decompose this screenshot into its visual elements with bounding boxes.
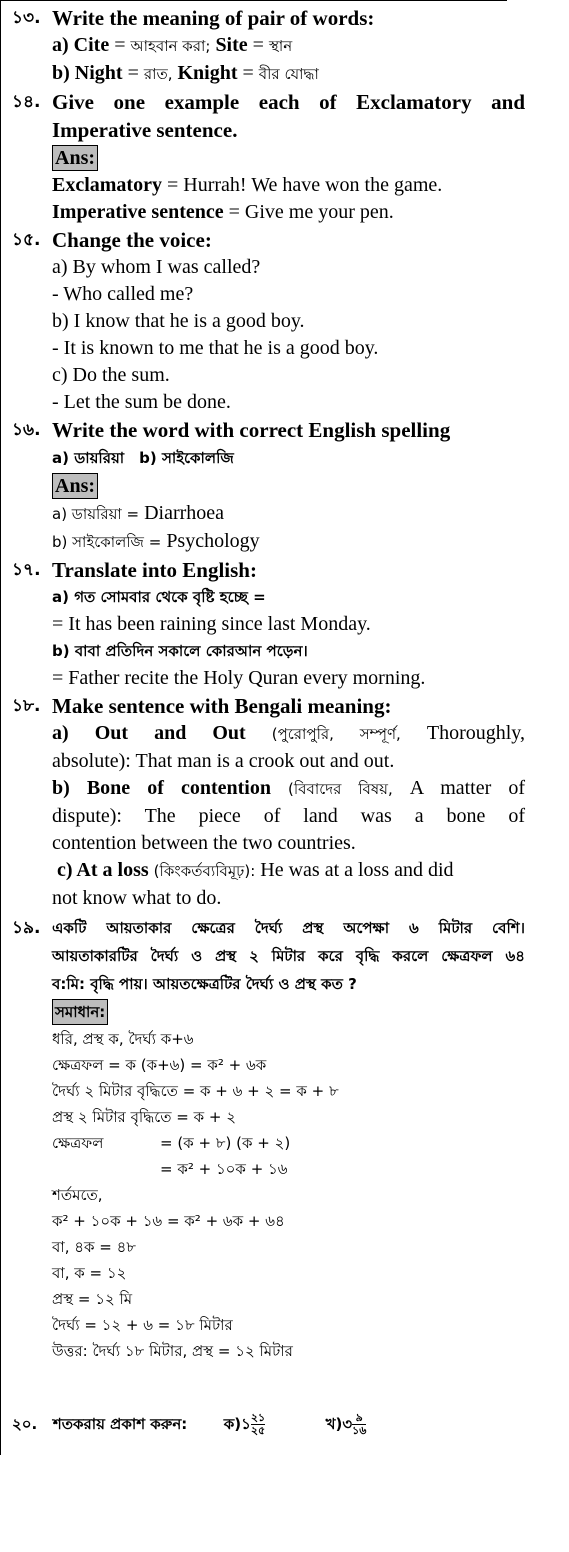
question-title-cont: ব:মি: বৃদ্ধি পায়। আয়তক্ষেত্রটির দৈর্ঘ্য ও প্রস্থ কত ? [52,975,357,993]
pair-b: b) Night = রাত, Knight = বীর যোদ্ধা [52,62,319,84]
voice-line: a) By whom I was called? [52,256,261,278]
final-answer: উত্তর: দৈর্ঘ্য ১৮ মিটার, প্রস্থ = ১২ মিটার [52,1342,293,1360]
question-title: Give one example each of Exclamatory and [52,90,525,114]
question-19 [0,914,569,1364]
question-number: ২০. [12,1415,38,1433]
condition-label: শর্তমতে, [52,1186,103,1204]
question-16 [0,416,569,556]
question-title: Write the word with correct English spelling [52,418,451,442]
voice-line: - It is known to me that he is a good boy. [52,337,379,359]
solution-step: প্রস্থ ২ মিটার বৃদ্ধিতে = ক + ২ [52,1108,236,1126]
question-13 [0,4,569,88]
answer-label: Ans: [52,145,98,171]
fraction-b: খ)৩ $\frac{৯}{১৬}$ [325,1411,367,1437]
solution-step: দৈর্ঘ্য ২ মিটার বৃদ্ধিতে = ক + ৬ + ২ = ক + ৮ [52,1082,339,1100]
question-14 [0,88,569,226]
area-step-cont: = ক² + ১০ক + ১৬ [160,1160,288,1178]
area-step: ক্ষেত্রফল = (ক + ৮) (ক + ২) [52,1134,291,1152]
question-title: শতকরায় প্রকাশ করুন: [52,1415,188,1433]
question-number: ১৫. [12,230,41,250]
phrase-c: c) At a loss (কিংকর্তব্যবিমূঢ়): He was at a loss and did [57,859,454,881]
solution-step: ক্ষেত্রফল = ক (ক+৬) = ক² + ৬ক [52,1056,267,1074]
translate-source-a: a) গত সোমবার থেকে বৃষ্টি হচ্ছে = [52,588,266,606]
translate-source-b: b) বাবা প্রতিদিন সকালে কোরআন পড়েন। [52,642,308,660]
question-title-cont: আয়তাকারটির দৈর্ঘ্য ও প্রস্থ ২ মিটার করে বৃদ্ধি করলে ক্ষেত্রফল ৬৪ [52,947,525,965]
question-title: Write the meaning of pair of words: [52,6,375,30]
solution-label: সমাধান: [52,999,108,1025]
voice-line: b) I know that he is a good boy. [52,310,305,332]
question-18 [0,692,569,912]
fraction-a: ক)১ $\frac{২১}{২৫}$ [223,1411,266,1437]
question-number: ১৮. [12,696,41,716]
final-step: ক² + ১০ক + ১৬ = ক² + ৬ক + ৬৪ [52,1212,285,1230]
phrase-b-sentence: dispute): The piece of land was a bone of [52,805,525,827]
question-17 [0,556,569,692]
exclamatory-answer: Exclamatory = Hurrah! We have won the game. [52,174,443,196]
phrase-b-sentence-cont: contention between the two countries. [52,832,356,854]
question-number: ১৬. [12,420,41,440]
question-number: ১৪. [12,92,41,112]
phrase-a: a) Out and Out (পুরোপুরি, সম্পূর্ণ, Thoroughly, [52,722,525,744]
final-step: বা, ক = ১২ [52,1264,127,1282]
question-number: ১৯. [12,918,41,938]
translate-answer-b: = Father recite the Holy Quran every morning. [52,667,426,689]
voice-line: - Who called me? [52,283,194,305]
words-list: a) ডায়রিয়া b) সাইকোলজি [52,449,234,467]
question-title: Change the voice: [52,228,212,252]
answer-label: Ans: [52,473,98,499]
phrase-b: b) Bone of contention (বিবাদের বিষয়, A matter of [52,777,525,799]
solution-step: ধরি, প্রস্থ ক, দৈর্ঘ্য ক+৬ [52,1030,194,1048]
translate-answer-a: = It has been raining since last Monday. [52,613,371,635]
question-20 [12,1412,366,1438]
question-number: ১৭. [12,560,41,580]
phrase-a-sentence: absolute): That man is a crook out and out. [52,750,395,772]
voice-line: c) Do the sum. [52,364,170,386]
spelling-answer-a: a) ডায়রিয়া = Diarrhoea [52,502,225,524]
question-title: Translate into English: [52,558,257,582]
final-step: প্রস্থ = ১২ মি [52,1290,133,1308]
question-15 [0,226,569,416]
top-rule [0,0,507,1]
imperative-answer: Imperative sentence = Give me your pen. [52,201,394,223]
voice-line: - Let the sum be done. [52,391,231,413]
question-title: একটি আয়তাকার ক্ষেত্রের দৈর্ঘ্য প্রস্থ অপেক্ষা ৬ মিটার বেশি। [52,919,525,937]
final-step: বা, ৪ক = ৪৮ [52,1238,137,1256]
spelling-answer-b: b) সাইকোলজি = Psychology [52,530,260,552]
final-step: দৈর্ঘ্য = ১২ + ৬ = ১৮ মিটার [52,1316,233,1334]
question-title: Make sentence with Bengali meaning: [52,694,392,718]
question-title-cont: Imperative sentence. [52,118,238,142]
phrase-c-sentence-cont: not know what to do. [52,887,222,909]
pair-a: a) Cite = আহবান করা; Site = স্থান [52,34,293,56]
content [0,4,569,1364]
question-number: ১৩. [12,8,41,28]
